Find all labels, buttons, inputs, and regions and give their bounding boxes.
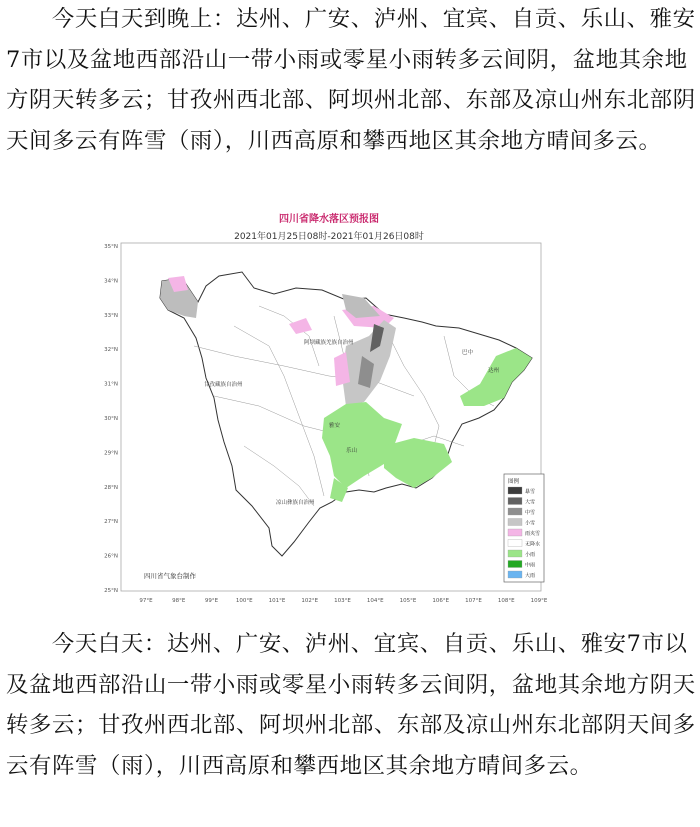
forecast-paragraph-top: 今天白天到晚上：达州、广安、泸州、宜宾、自贡、乐山、雅安7市以及盆地西部沿山一带小雨或零星小雨转多云间阴，盆地其余地方阴天转多云；甘孜州西北部、阿坝州北部、东部及凉山州东北部阴天间多云有阵雪（雨），川西高原和攀西地区其余地方晴间多云。	[6, 6, 696, 154]
legend-label: 大雨	[525, 573, 536, 579]
latitude-tick-label: 28°N	[104, 484, 118, 491]
longitude-labels	[139, 598, 547, 604]
legend-label: 中雪	[525, 510, 536, 516]
region-label-yaan: 雅安	[329, 423, 341, 429]
longitude-tick-label: 105°E	[399, 598, 417, 604]
longitude-tick-label: 98°E	[172, 598, 186, 604]
region-label-aba: 阿坝藏族羌族自治州	[304, 340, 354, 346]
longitude-tick-label: 103°E	[334, 598, 351, 604]
legend-label: 无降水	[525, 541, 541, 548]
latitude-tick-label: 29°N	[104, 450, 118, 457]
longitude-tick-label: 100°E	[235, 598, 253, 604]
map-subtitle: 2021年01月25日08时-2021年01月26日08时	[234, 232, 424, 242]
legend-swatch	[508, 571, 522, 578]
forecast-paragraph-bottom: 今天白天：达州、广安、泸州、宜宾、自贡、乐山、雅安7市以及盆地西部沿山一带小雨或零星小雨转多云间阴，盆地其余地方阴天转多云；甘孜州西北部、阿坝州北部、东部及凉山州东北部阴天间多云有阵雪（雨），川西高原和攀西地区其余地方晴间多云。	[6, 631, 696, 779]
legend-swatch	[508, 529, 522, 536]
longitude-tick-label: 109°E	[530, 598, 548, 604]
legend-swatch	[508, 540, 522, 547]
legend-swatch	[508, 550, 522, 557]
legend-swatch	[508, 519, 522, 526]
latitude-tick-label: 32°N	[104, 347, 118, 354]
latitude-labels	[104, 244, 118, 594]
legend-label: 雨夹雪	[525, 531, 541, 537]
latitude-tick-label: 35°N	[104, 244, 118, 250]
map-credit: 四川省气象台制作	[144, 572, 196, 580]
region-label-dazhou: 达州	[488, 368, 500, 374]
longitude-tick-label: 106°E	[432, 598, 450, 604]
legend-swatch	[508, 487, 522, 494]
longitude-tick-label: 107°E	[465, 598, 482, 604]
longitude-tick-label: 99°E	[204, 598, 219, 604]
longitude-tick-label: 97°E	[139, 598, 153, 604]
longitude-tick-label: 101°E	[268, 598, 286, 604]
legend-label: 小雨	[525, 552, 536, 558]
region-label-ganzi: 甘孜藏族自治州	[204, 382, 243, 388]
region-label-bazhong: 巴中	[462, 350, 474, 356]
map-legend	[504, 474, 544, 582]
legend-title: 图例	[508, 479, 520, 485]
map-title: 四川省降水落区预报图	[279, 214, 379, 225]
precipitation-forecast-map	[84, 206, 554, 611]
legend-label: 小雪	[525, 520, 536, 527]
latitude-tick-label: 26°N	[104, 553, 118, 560]
legend-swatch	[508, 508, 522, 515]
longitude-tick-label: 102°E	[301, 598, 319, 604]
legend-swatch	[508, 498, 522, 505]
longitude-tick-label: 104°E	[366, 598, 384, 604]
latitude-tick-label: 30°N	[104, 416, 118, 422]
latitude-tick-label: 27°N	[104, 519, 118, 526]
legend-label: 暴雪	[525, 489, 536, 495]
latitude-tick-label: 34°N	[104, 278, 118, 285]
region-label-leshan: 乐山	[346, 448, 358, 454]
legend-label: 中雨	[525, 562, 536, 569]
latitude-tick-label: 25°N	[104, 588, 118, 594]
legend-swatch	[508, 561, 522, 568]
latitude-tick-label: 31°N	[104, 381, 118, 388]
region-label-liangshan: 凉山彝族自治州	[276, 500, 315, 506]
latitude-tick-label: 33°N	[104, 312, 118, 319]
legend-label: 大雪	[525, 499, 536, 506]
longitude-tick-label: 108°E	[497, 598, 515, 604]
